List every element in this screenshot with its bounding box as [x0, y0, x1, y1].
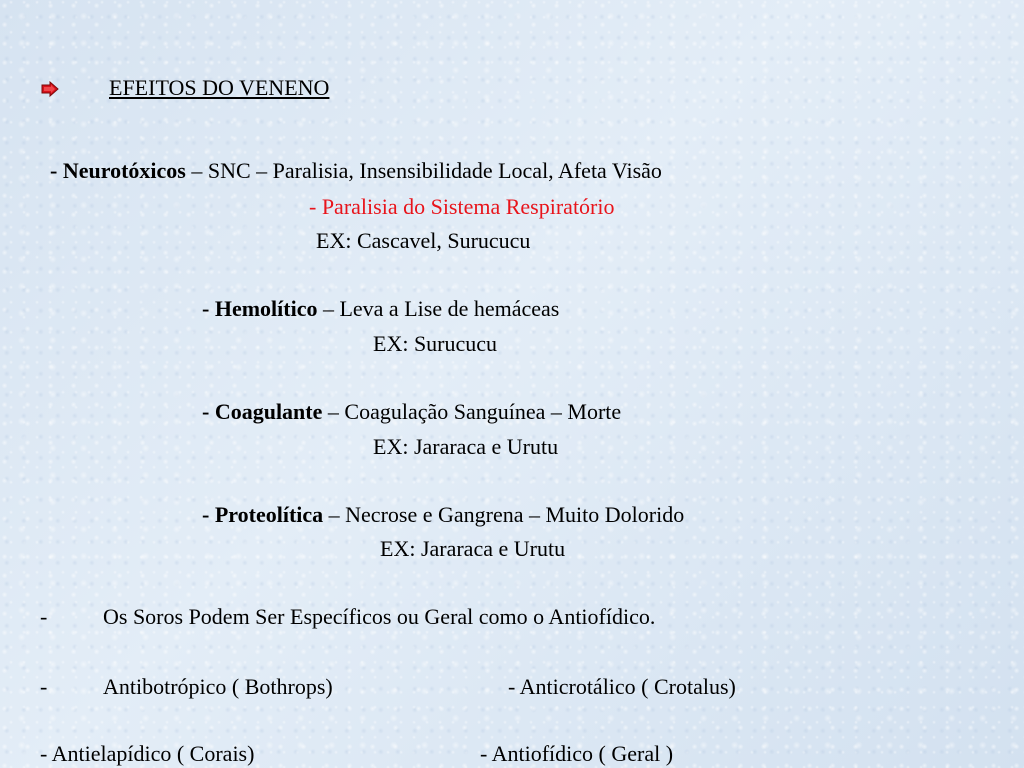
soros-text-1: Os Soros Podem Ser Específicos ou Geral como o Antiofídico. — [103, 604, 656, 629]
neurotoxicos-example: EX: Cascavel, Surucucu — [316, 228, 531, 253]
proteolitica-label: - Proteolítica — [202, 502, 324, 527]
proteolitica-description: – Necrose e Gangrena – Muito Dolorido — [323, 502, 685, 527]
proteolitica-line — [202, 502, 684, 528]
antielapidico-text: - Antielapídico ( Corais) — [40, 741, 255, 766]
neurotoxicos-red-line: - Paralisia do Sistema Respiratório — [309, 194, 615, 219]
coagulante-label: - Coagulante — [202, 399, 323, 424]
hemolitico-example: EX: Surucucu — [373, 331, 498, 356]
anticrotalico-text: - Anticrotálico ( Crotalus) — [508, 674, 736, 699]
hemolitico-label: - Hemolítico — [202, 296, 318, 321]
coagulante-description: – Coagulação Sanguínea – Morte — [322, 399, 622, 424]
slide-title: EFEITOS DO VENENO — [109, 75, 330, 100]
hemolitico-line — [202, 296, 559, 322]
neurotoxicos-line — [50, 158, 662, 184]
neurotoxicos-description: – SNC – Paralisia, Insensibilidade Local, Afeta Visão — [185, 158, 662, 183]
antibotropico-text: Antibotrópico ( Bothrops) — [103, 674, 333, 699]
hemolitico-description: – Leva a Lise de hemáceas — [317, 296, 560, 321]
coagulante-example: EX: Jararaca e Urutu — [373, 434, 559, 459]
soros-dash-2: - — [40, 674, 48, 699]
soros-dash-1: - — [40, 604, 48, 629]
coagulante-line — [202, 399, 621, 425]
antiofidico-text: - Antiofídico ( Geral ) — [480, 741, 674, 766]
red-arrow-bullet-icon — [40, 81, 60, 97]
proteolitica-example: EX: Jararaca e Urutu — [380, 536, 566, 561]
neurotoxicos-label: - Neurotóxicos — [50, 158, 186, 183]
